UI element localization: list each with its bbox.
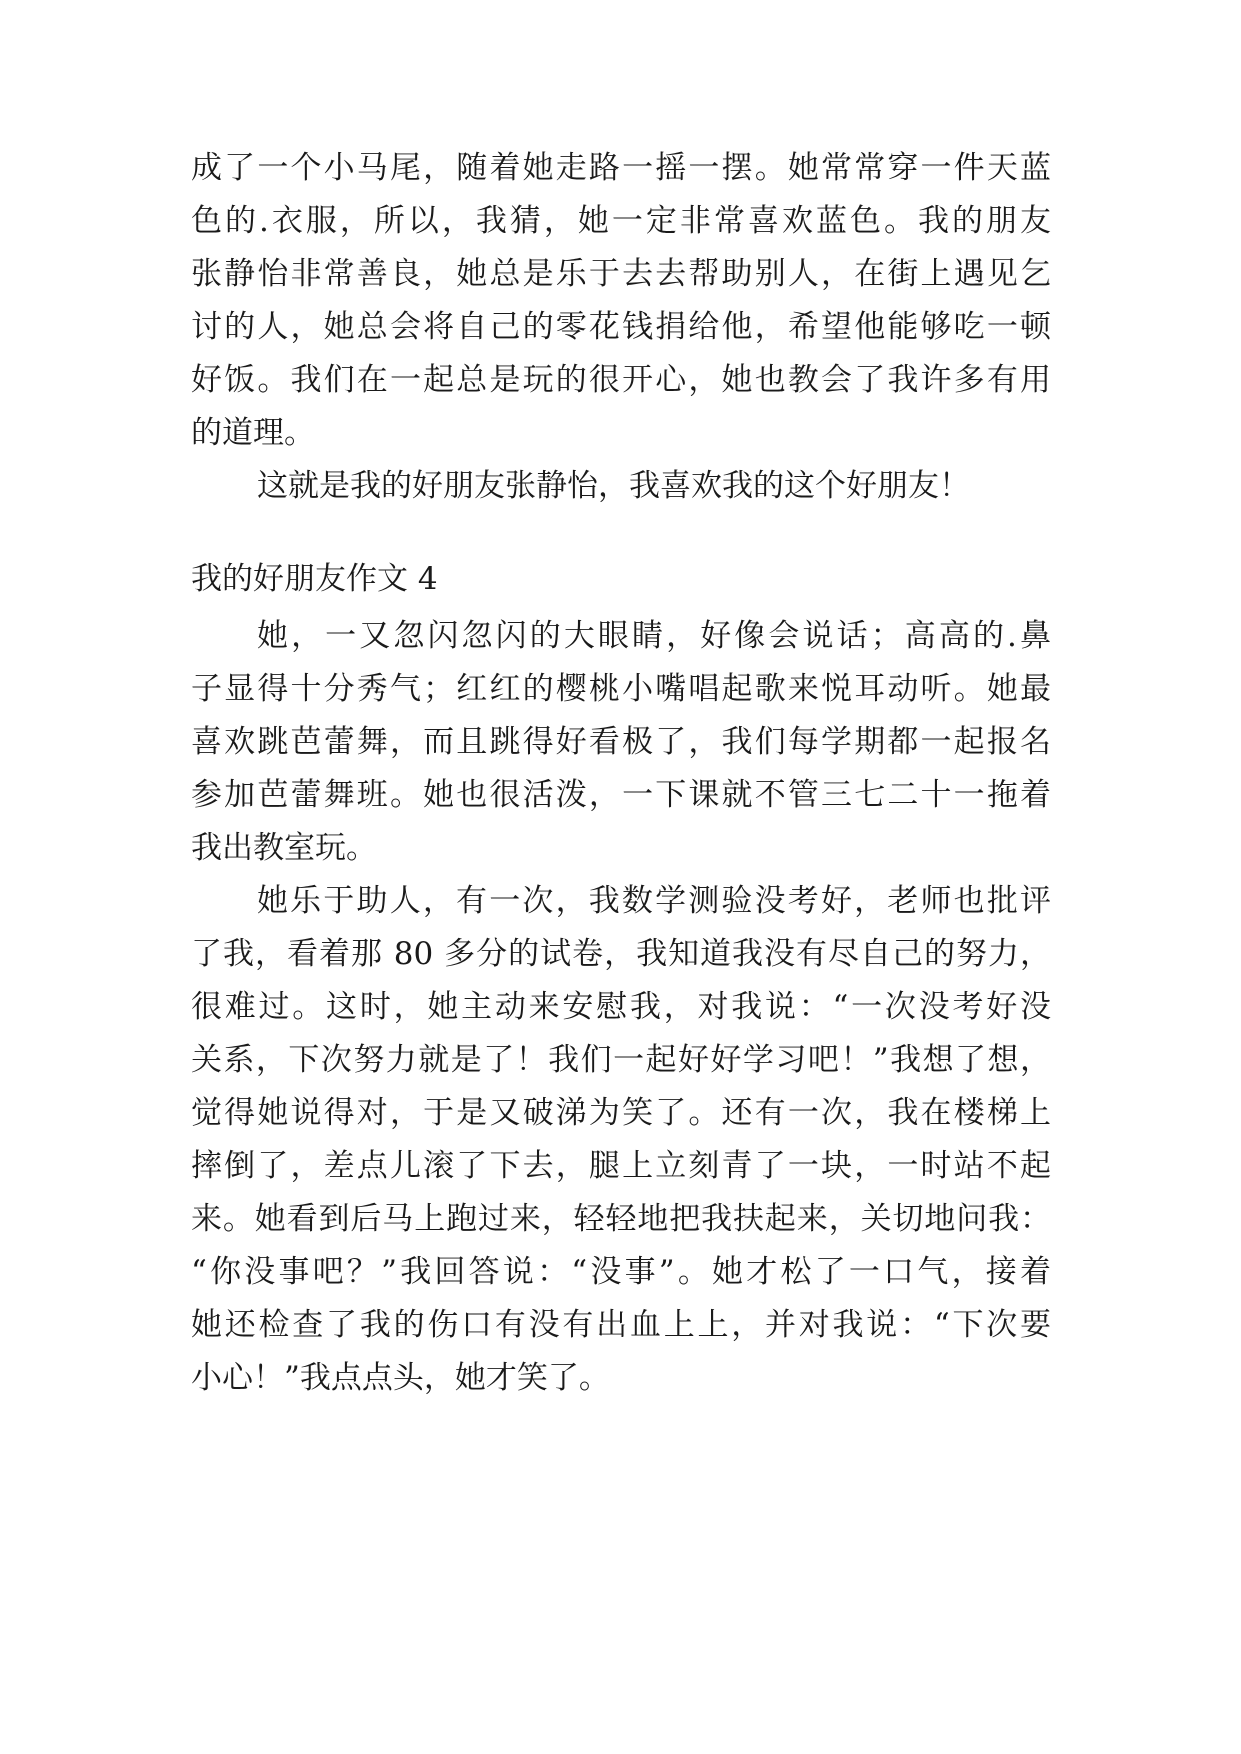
paragraph-line: 参加芭蕾舞班。她也很活泼，一下课就不管三七二十一拖着	[191, 777, 1051, 813]
paragraph-line: 了我，看着那 80 多分的试卷，我知道我没有尽自己的努力，	[191, 936, 1051, 972]
paragraph-line: 关系，下次努力就是了！我们一起好好学习吧！”我想了想，	[191, 1042, 1051, 1078]
paragraph-line: 她还检查了我的伤口有没有出血上上，并对我说：“下次要	[191, 1307, 1051, 1343]
text-line: 讨的人，她总会将自己的零花钱捐给他，希望他能够吃一顿	[191, 309, 1051, 345]
text-line: 好饭。我们在一起总是玩的很开心，她也教会了我许多有用	[191, 362, 1051, 398]
paragraph-line: 她，一又忽闪忽闪的大眼睛，好像会说话；高高的.鼻	[257, 618, 1051, 654]
text-line: 张静怡非常善良，她总是乐于去去帮助别人，在街上遇见乞	[191, 256, 1051, 292]
paragraph-line: 觉得她说得对，于是又破涕为笑了。还有一次，我在楼梯上	[191, 1095, 1051, 1131]
text-line: 成了一个小马尾，随着她走路一摇一摆。她常常穿一件天蓝	[191, 150, 1051, 186]
text-line: 色的.衣服，所以，我猜，她一定非常喜欢蓝色。我的朋友	[191, 203, 1051, 239]
paragraph-line: 她乐于助人，有一次，我数学测验没考好，老师也批评	[257, 883, 1051, 919]
paragraph-line: 我出教室玩。	[191, 830, 377, 866]
paragraph-line: 来。她看到后马上跑过来，轻轻地把我扶起来，关切地问我：	[191, 1201, 1051, 1237]
paragraph-line: 小心！”我点点头，她才笑了。	[191, 1360, 610, 1396]
section-title: 我的好朋友作文 4	[191, 561, 438, 597]
paragraph-line: “你没事吧？”我回答说：“没事”。她才松了一口气，接着	[191, 1254, 1051, 1290]
closing-line: 这就是我的好朋友张静怡，我喜欢我的这个好朋友！	[257, 468, 970, 504]
text-line: 的道理。	[191, 415, 315, 451]
paragraph-line: 喜欢跳芭蕾舞，而且跳得好看极了，我们每学期都一起报名	[191, 724, 1051, 760]
paragraph-line: 很难过。这时，她主动来安慰我，对我说：“一次没考好没	[191, 989, 1051, 1025]
paragraph-line: 摔倒了，差点儿滚了下去，腿上立刻青了一块，一时站不起	[191, 1148, 1051, 1184]
paragraph-line: 子显得十分秀气；红红的樱桃小嘴唱起歌来悦耳动听。她最	[191, 671, 1051, 707]
